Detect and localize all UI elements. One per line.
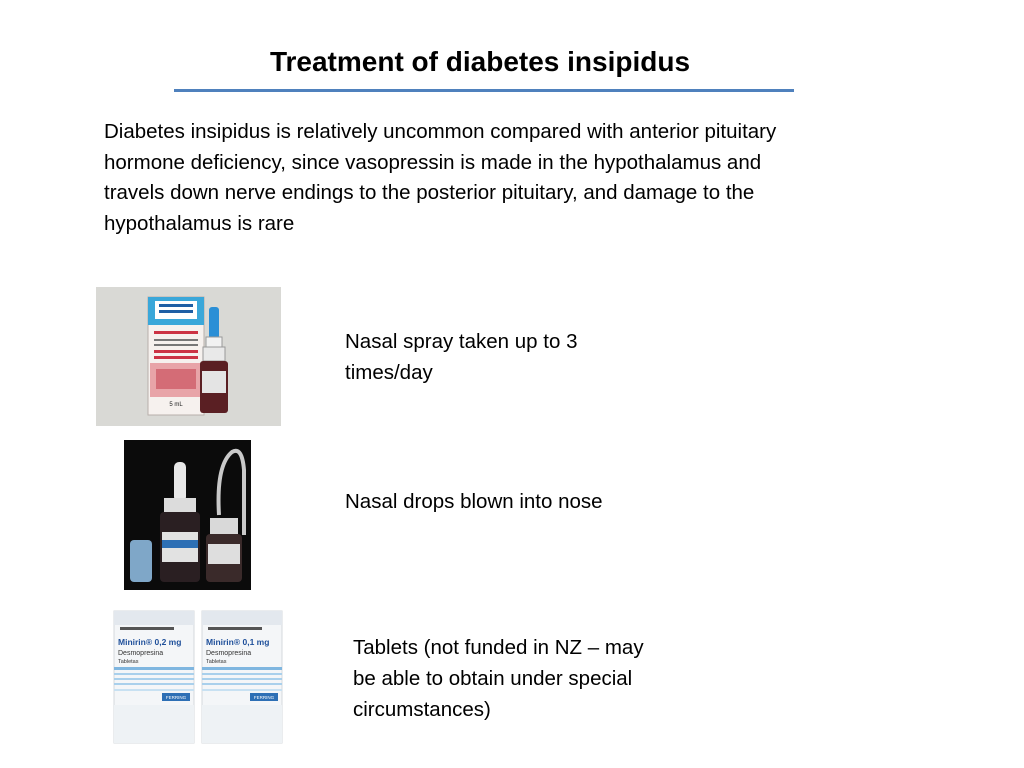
title-underline	[174, 89, 794, 92]
right-box-brand: Minirin® 0,1 mg	[206, 637, 270, 647]
left-box-maker: FERRING	[165, 695, 187, 700]
nasal-drops-photo	[124, 440, 251, 590]
intro-paragraph: Diabetes insipidus is relatively uncommon compared with anterior pituitary hormone deficiency, since vasopressin is made in the hypothalamus and travels down nerve endings to the posterior pituitary, and damage to the hypothalamus is rare	[104, 120, 777, 235]
nasal-spray-caption: Nasal spray taken up to 3 times/day	[345, 330, 578, 384]
box-volume-label: 5 mL	[169, 402, 183, 408]
left-box-brand: Minirin® 0,2 mg	[118, 637, 182, 647]
nasal-drops-caption: Nasal drops blown into nose	[345, 490, 603, 513]
tablets-caption: Tablets (not funded in NZ – may be able to obtain under special circumstances)	[353, 636, 644, 721]
left-box-form: Tabletas	[118, 659, 139, 665]
right-box-maker: FERRING	[253, 695, 275, 700]
right-box-form: Tabletas	[206, 659, 227, 665]
right-box-generic: Desmopresina	[206, 650, 252, 657]
tablets-photo	[108, 605, 288, 750]
left-box-generic: Desmopresina	[118, 650, 164, 657]
slide-title: Treatment of diabetes insipidus	[269, 46, 691, 77]
nasal-spray-photo	[96, 287, 281, 426]
